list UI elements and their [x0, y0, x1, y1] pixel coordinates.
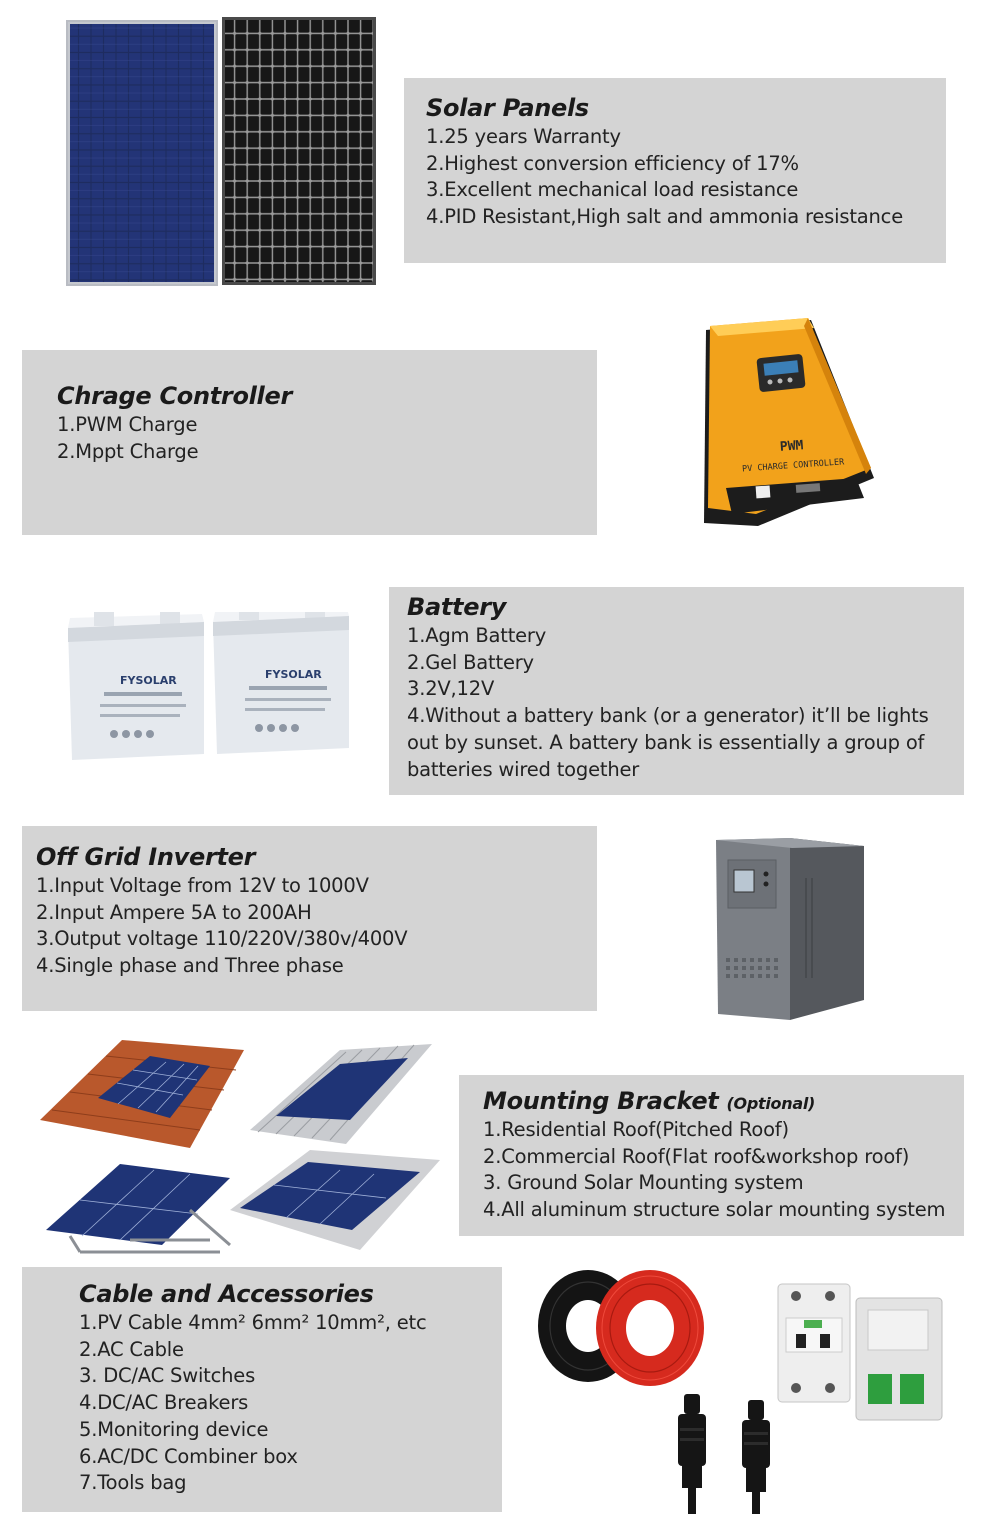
- list-item: 4.DC/AC Breakers: [79, 1391, 249, 1415]
- list-item: 1.Input Voltage from 12V to 1000V: [36, 874, 369, 897]
- inverter-info-box: [22, 826, 597, 1011]
- mounting-info-box: [459, 1075, 964, 1236]
- solar-panel-mono-image: [222, 17, 376, 285]
- list-item: 1.PV Cable 4mm² 6mm² 10mm², etc: [79, 1311, 427, 1334]
- list-item: out by sunset. A battery bank is essentially a group of: [407, 730, 925, 754]
- controller-pwm-label: PWM: [779, 438, 804, 455]
- battery-list: [407, 623, 964, 783]
- breaker-image: [776, 1282, 946, 1424]
- list-item: 3. DC/AC Switches: [79, 1364, 256, 1388]
- cable-title: Cable and Accessories: [79, 1280, 374, 1308]
- list-item: 7.Tools bag: [79, 1471, 187, 1495]
- battery-brand-label: FYSOLAR: [120, 674, 177, 687]
- cable-list: [79, 1310, 502, 1497]
- list-item: 2.Input Ampere 5A to 200AH: [36, 900, 312, 924]
- list-item: 1.Agm Battery: [407, 624, 547, 647]
- list-item: 1.PWM Charge: [57, 413, 198, 436]
- optional-tag: (Optional): [726, 1094, 816, 1113]
- list-item: 3.Excellent mechanical load resistance: [426, 178, 799, 202]
- battery-title: Battery: [407, 593, 507, 621]
- battery-info-box: [389, 587, 964, 795]
- charge-controller-info-box: [22, 350, 597, 535]
- battery-brand-label: FYSOLAR: [265, 668, 322, 681]
- solar-panels-title: Solar Panels: [426, 94, 589, 122]
- list-item: 4.All aluminum structure solar mounting system: [483, 1198, 946, 1222]
- controller-model-label: PV CHARGE CONTROLLER: [741, 457, 845, 475]
- list-item: batteries wired together: [407, 757, 640, 781]
- cable-info-box: [22, 1267, 502, 1512]
- list-item: 1.25 years Warranty: [426, 125, 621, 148]
- charge-controller-image: [696, 318, 886, 530]
- charge-controller-list: [57, 412, 597, 465]
- battery-image: [64, 612, 354, 764]
- list-item: 3.Output voltage 110/220V/380v/400V: [36, 927, 408, 951]
- list-item: 3. Ground Solar Mounting system: [483, 1171, 804, 1195]
- list-item: 2.Gel Battery: [407, 650, 534, 674]
- list-item: 2.Highest conversion efficiency of 17%: [426, 151, 799, 175]
- mc4-connector-image: [668, 1394, 788, 1514]
- list-item: 4.PID Resistant,High salt and ammonia resistance: [426, 205, 903, 229]
- mounting-title: [483, 1087, 964, 1115]
- cable-coil-image: [536, 1268, 708, 1390]
- list-item: 4.Without a battery bank (or a generator) it’ll be lights: [407, 704, 929, 728]
- inverter-list: [36, 873, 597, 980]
- mounting-title-text: Mounting Bracket: [483, 1087, 719, 1115]
- charge-controller-title: Chrage Controller: [57, 382, 292, 410]
- mounting-bracket-image: [40, 1040, 440, 1260]
- inverter-image: [716, 838, 866, 1022]
- list-item: 2.Mppt Charge: [57, 439, 199, 463]
- solar-panels-info-box: [404, 78, 946, 263]
- list-item: 3.2V,12V: [407, 677, 495, 701]
- list-item: 6.AC/DC Combiner box: [79, 1444, 298, 1468]
- inverter-title: Off Grid Inverter: [36, 843, 256, 871]
- list-item: 4.Single phase and Three phase: [36, 954, 344, 978]
- mounting-list: [483, 1117, 964, 1224]
- solar-panels-list: [426, 124, 946, 231]
- solar-panel-poly-image: [66, 20, 218, 286]
- list-item: 5.Monitoring device: [79, 1417, 269, 1441]
- list-item: 1.Residential Roof(Pitched Roof): [483, 1118, 789, 1141]
- list-item: 2.Commercial Roof(Flat roof&workshop roof): [483, 1144, 910, 1168]
- list-item: 2.AC Cable: [79, 1337, 184, 1361]
